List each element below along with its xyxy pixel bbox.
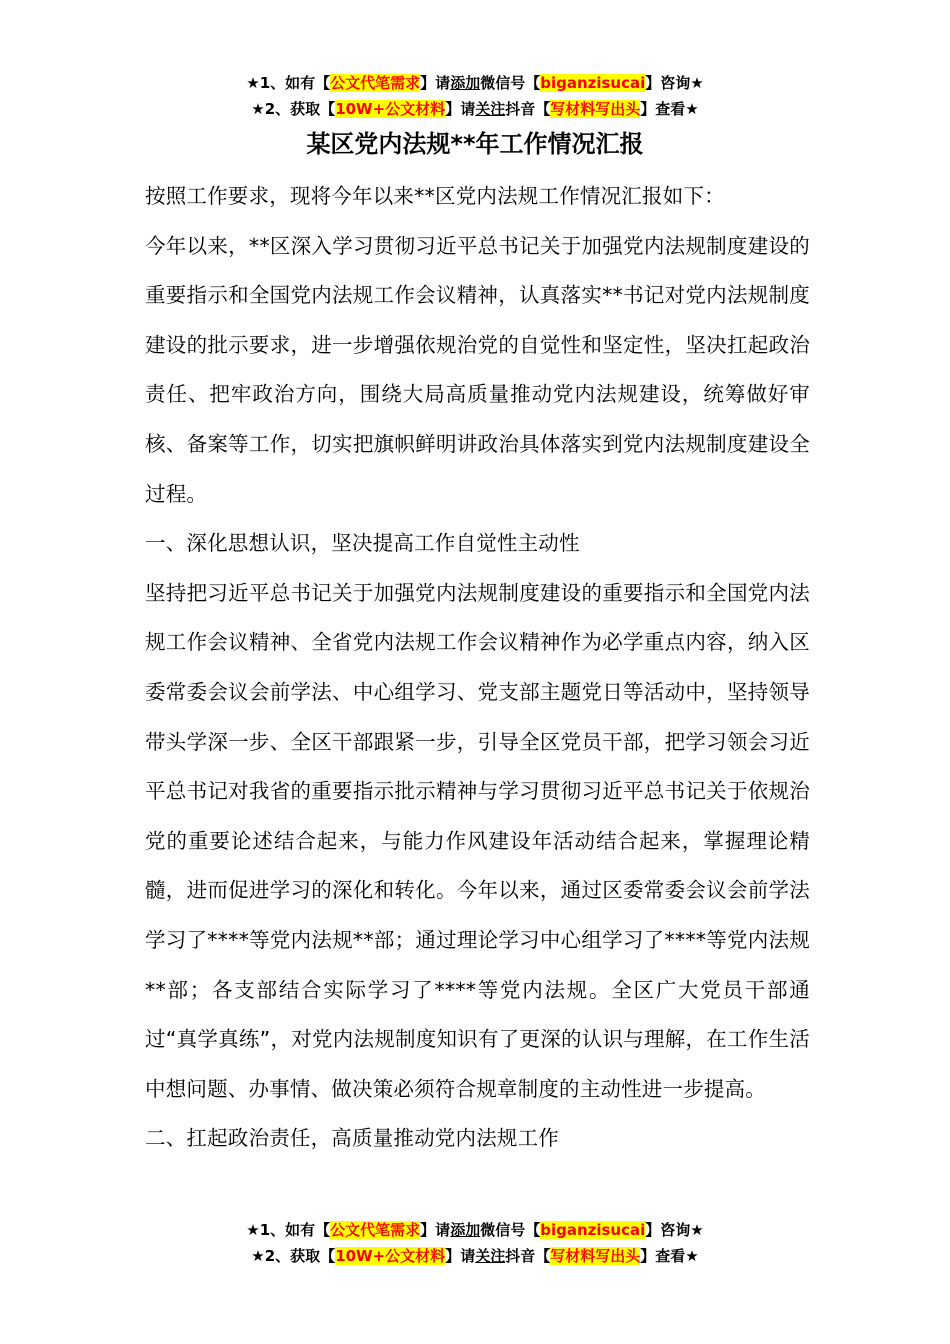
banner-highlight: 公文代笔需求: [330, 74, 421, 92]
banner-highlight: 写材料写出头: [550, 100, 641, 118]
banner-highlight: 公文代笔需求: [330, 1221, 421, 1239]
banner-text: 微信号【: [480, 1221, 541, 1239]
banner-text: 】咨询★: [645, 1221, 704, 1239]
banner-highlight: 写材料写出头: [550, 1247, 641, 1265]
banner-text: 】咨询★: [645, 74, 704, 92]
banner-text: 】请: [445, 1247, 476, 1265]
document-title: 某区党内法规**年工作情况汇报: [306, 130, 644, 158]
banner-text: ★1、如有【: [246, 74, 331, 92]
banner-text: 】请: [420, 74, 451, 92]
banner-text: 】请: [445, 100, 476, 118]
banner-highlight: biganzisucai: [540, 1221, 646, 1239]
banner-text: ★2、获取【: [251, 100, 336, 118]
banner-underline: 添加: [450, 1221, 481, 1239]
banner-highlight: biganzisucai: [540, 74, 646, 92]
banner-text: 抖音【: [505, 1247, 551, 1265]
paragraph-section-1: 坚持把习近平总书记关于加强党内法规制度建设的重要指示和全国党内法规工作会议精神、全省党内法规工作会议精神作为必学重点内容，纳入区委常委会议会前学法、中心组学习、党支部主题党日等活动中，坚持领导带头学深一步、全区干部跟紧一步，引导全区党员干部，把学习领会习近平总书记对我省的重要指示批示精神与学习贯彻习近平总书记关于依规治党的重要论述结合起来，与能力作风建设年活动结合起来，掌握理论精髓，进而促进学习的深化和转化。今年以来，通过区委常委会议会前学法学习了****等党内法规**部；通过理论学习中心组学习了****等党内法规**部；各支部结合实际学习了****等党内法规。全区广大党员干部通过“真学真练”，对党内法规制度知识有了更深的认识与理解，在工作生活中想问题、办事情、做决策必须符合规章制度的主动性进一步提高。: [145, 580, 810, 1101]
banner-line-1: [0, 1217, 950, 1243]
banner-text: ★1、如有【: [246, 1221, 331, 1239]
banner-text: 微信号【: [480, 74, 541, 92]
banner-text: ★2、获取【: [251, 1247, 336, 1265]
banner-line-2: [0, 96, 950, 122]
section-heading-1: 一、深化思想认识，坚决提高工作自觉性主动性: [145, 531, 580, 556]
section-heading-2: 二、扛起政治责任，高质量推动党内法规工作: [145, 1126, 559, 1151]
banner-text: 】查看★: [640, 1247, 699, 1265]
banner-highlight: 10W+公文材料: [335, 100, 446, 118]
banner-underline: 关注: [475, 1247, 506, 1265]
bottom-banner: [0, 1217, 950, 1269]
document-body: [145, 172, 810, 1164]
paragraph-intro: 按照工作要求，现将今年以来**区党内法规工作情况汇报如下：: [145, 184, 725, 208]
banner-underline: 添加: [450, 74, 481, 92]
paragraph-summary: 今年以来，**区深入学习贯彻习近平总书记关于加强党内法规制度建设的重要指示和全国党内法规工作会议精神，认真落实**书记对党内法规制度建设的批示要求，进一步增强依规治党的自觉性和坚定性，坚决扛起政治责任、把牢政治方向，围绕大局高质量推动党内法规建设，统筹做好审核、备案等工作，切实把旗帜鲜明讲政治具体落实到党内法规制度建设全过程。: [145, 233, 810, 506]
banner-highlight: 10W+公文材料: [335, 1247, 446, 1265]
banner-underline: 关注: [475, 100, 506, 118]
banner-text: 】请: [420, 1221, 451, 1239]
top-banner: [0, 70, 950, 122]
banner-line-1: [0, 70, 950, 96]
banner-text: 】查看★: [640, 100, 699, 118]
banner-line-2: [0, 1243, 950, 1269]
banner-text: 抖音【: [505, 100, 551, 118]
